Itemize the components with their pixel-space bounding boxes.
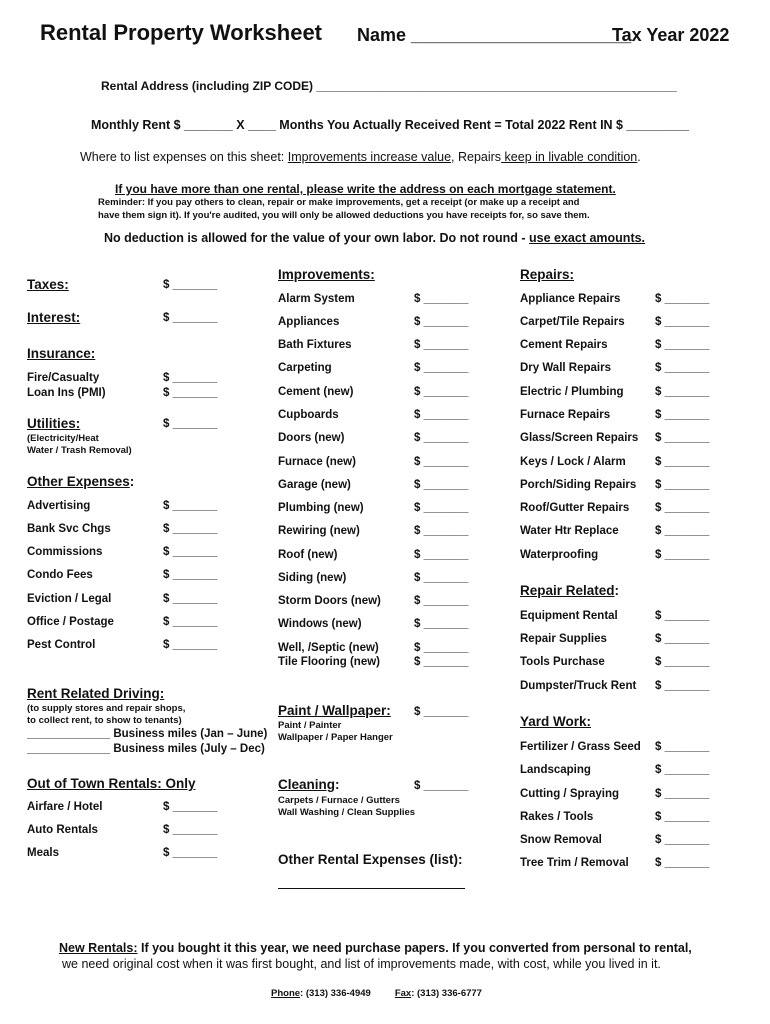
repair-related-heading — [520, 583, 619, 598]
fire-amount[interactable]: $ _______ — [163, 372, 218, 384]
amount-field[interactable]: $ _______ — [655, 811, 710, 823]
interest-amount[interactable]: $ _______ — [163, 312, 218, 324]
list-item: Equipment Rental — [520, 610, 618, 622]
monthly-rent-line[interactable]: Monthly Rent $ _______ X ____ Months You Actually Received Rent = Total 2022 Rent IN $ _________ — [91, 118, 690, 132]
list-item: Carpeting — [278, 362, 332, 374]
amount-field[interactable]: $ _______ — [655, 834, 710, 846]
taxes-heading: Taxes: — [27, 277, 69, 292]
reminder-line-2: have them sign it). If you're audited, you will only be allowed deductions you have receipts for, so save them. — [98, 210, 590, 221]
exact-amounts-text: use exact amounts. — [529, 231, 646, 245]
list-item: Commissions — [27, 546, 103, 558]
where-prefix: Where to list expenses on this sheet: — [80, 150, 288, 164]
list-item: Rewiring (new) — [278, 525, 360, 537]
utilities-sub-2: Water / Trash Removal) — [27, 445, 132, 456]
list-item: Porch/Siding Repairs — [520, 479, 637, 491]
cleaning-heading — [278, 777, 340, 792]
list-item: Airfare / Hotel — [27, 801, 103, 813]
list-item: Landscaping — [520, 764, 591, 776]
amount-field[interactable]: $ _______ — [655, 479, 710, 491]
list-item: Condo Fees — [27, 569, 93, 581]
fax-label: Fax — [394, 988, 412, 999]
amount-field[interactable]: $ _______ — [163, 616, 218, 628]
amount-field[interactable]: $ _______ — [655, 293, 710, 305]
other-expenses-heading — [27, 474, 134, 489]
amount-field[interactable]: $ _______ — [655, 456, 710, 468]
amount-field[interactable]: $ _______ — [414, 409, 469, 421]
loan-ins-label: Loan Ins (PMI) — [27, 387, 106, 399]
amount-field[interactable]: $ _______ — [655, 680, 710, 692]
amount-field[interactable]: $ _______ — [414, 362, 469, 374]
repair-related-colon: : — [614, 583, 620, 598]
amount-field[interactable]: $ _______ — [655, 764, 710, 776]
where-to-list — [80, 150, 641, 164]
driving-heading: Rent Related Driving: — [27, 686, 165, 701]
amount-field[interactable]: $ _______ — [655, 362, 710, 374]
paint-heading: Paint / Wallpaper: — [278, 703, 391, 718]
amount-field[interactable]: $ _______ — [655, 502, 710, 514]
list-item: Repair Supplies — [520, 633, 607, 645]
amount-field[interactable]: $ _______ — [414, 618, 469, 630]
list-item: Tree Trim / Removal — [520, 857, 629, 869]
list-item: Roof (new) — [278, 549, 338, 561]
repairs-heading: Repairs: — [520, 267, 575, 282]
no-deduction-text: No deduction is allowed for the value of your own labor. Do not round - — [104, 231, 530, 245]
new-rentals-text: If you bought it this year, we need purchase papers. If you converted from personal to rental, — [137, 941, 692, 955]
new-rentals-note — [59, 941, 692, 955]
fire-label: Fire/Casualty — [27, 372, 100, 384]
list-item: Furnace (new) — [278, 456, 356, 468]
list-item: Tools Purchase — [520, 656, 605, 668]
list-item: Cement Repairs — [520, 339, 608, 351]
list-item: Eviction / Legal — [27, 593, 112, 605]
amount-field[interactable]: $ _______ — [414, 432, 469, 444]
list-item: Storm Doors (new) — [278, 595, 381, 607]
list-item: Advertising — [27, 500, 91, 512]
list-item: Waterproofing — [520, 549, 599, 561]
list-item: Well, /Septic (new) — [278, 642, 379, 654]
cleaning-sub-2: Wall Washing / Clean Supplies — [278, 807, 416, 818]
amount-field[interactable]: $ _______ — [414, 642, 469, 654]
amount-field[interactable]: $ _______ — [655, 339, 710, 351]
list-item: Bath Fixtures — [278, 339, 352, 351]
list-item: Garage (new) — [278, 479, 351, 491]
amount-field[interactable]: $ _______ — [655, 656, 710, 668]
out-of-town-heading: Out of Town Rentals: Only — [27, 776, 196, 791]
miles-second-half[interactable]: _____________ Business miles (July – Dec) — [27, 743, 265, 755]
repair-related-title: Repair Related — [520, 583, 615, 598]
paint-sub-2: Wallpaper / Paper Hanger — [278, 732, 393, 743]
paint-sub — [278, 720, 393, 744]
where-improvements: Improvements increase value — [287, 150, 452, 164]
improvements-heading: Improvements: — [278, 267, 375, 282]
list-item: Cement (new) — [278, 386, 354, 398]
new-rentals-line-2: we need original cost when it was first bought, and list of improvements made, with cost, while you lived in it. — [62, 957, 661, 971]
yard-work-heading: Yard Work: — [520, 714, 592, 729]
cleaning-colon: : — [335, 777, 340, 792]
list-item: Meals — [27, 847, 59, 859]
amount-field[interactable]: $ _______ — [655, 432, 710, 444]
phone-label: Phone — [271, 988, 301, 999]
list-item: Cutting / Spraying — [520, 788, 620, 800]
list-item: Dumpster/Truck Rent — [520, 680, 637, 692]
paint-amount[interactable]: $ _______ — [414, 706, 469, 718]
amount-field[interactable]: $ _______ — [163, 847, 218, 859]
page-title: Rental Property Worksheet — [40, 20, 323, 45]
other-expenses-colon: : — [129, 474, 135, 489]
amount-field[interactable]: $ _______ — [163, 639, 218, 651]
amount-field[interactable]: $ _______ — [655, 316, 710, 328]
where-period: . — [637, 150, 641, 164]
list-item: Doors (new) — [278, 432, 345, 444]
list-item: Water Htr Replace — [520, 525, 619, 537]
cleaning-sub-1: Carpets / Furnace / Gutters — [278, 795, 400, 806]
multiple-rentals-note: If you have more than one rental, please write the address on each mortgage statement. — [115, 182, 616, 196]
list-item: Siding (new) — [278, 572, 347, 584]
amount-field[interactable]: $ _______ — [414, 502, 469, 514]
amount-field[interactable]: $ _______ — [655, 610, 710, 622]
driving-sub — [27, 703, 185, 727]
taxes-amount[interactable]: $ _______ — [163, 279, 218, 291]
other-expenses-title: Other Expenses — [27, 474, 130, 489]
utilities-amount[interactable]: $ _______ — [163, 418, 218, 430]
amount-field[interactable]: $ _______ — [414, 479, 469, 491]
name-field[interactable]: Name ______________________ — [357, 25, 632, 45]
cleaning-sub — [278, 795, 415, 819]
loan-ins-amount[interactable]: $ _______ — [163, 387, 218, 399]
insurance-heading: Insurance: — [27, 346, 96, 361]
list-item: Bank Svc Chgs — [27, 523, 111, 535]
amount-field[interactable]: $ _______ — [414, 549, 469, 561]
list-item: Carpet/Tile Repairs — [520, 316, 625, 328]
paint-sub-1: Paint / Painter — [278, 720, 342, 731]
amount-field[interactable]: $ _______ — [163, 824, 218, 836]
amount-field[interactable]: $ _______ — [655, 741, 710, 753]
list-item: Appliance Repairs — [520, 293, 621, 305]
list-item: Snow Removal — [520, 834, 602, 846]
interest-heading: Interest: — [27, 310, 81, 325]
list-item: Appliances — [278, 316, 340, 328]
utilities-heading: Utilities: — [27, 416, 81, 431]
contact-line — [271, 988, 482, 999]
amount-field[interactable]: $ _______ — [655, 633, 710, 645]
list-item: Auto Rentals — [27, 824, 98, 836]
utilities-sub — [27, 433, 132, 457]
miles-first-half[interactable]: _____________ Business miles (Jan – June) — [27, 728, 268, 740]
amount-field[interactable]: $ _______ — [655, 857, 710, 869]
amount-field[interactable]: $ _______ — [655, 788, 710, 800]
new-rentals-label: New Rentals: — [59, 941, 138, 955]
amount-field[interactable]: $ _______ — [414, 572, 469, 584]
amount-field[interactable]: $ _______ — [414, 293, 469, 305]
no-deduction-note — [104, 231, 645, 245]
list-item: Keys / Lock / Alarm — [520, 456, 626, 468]
driving-sub-1: (to supply stores and repair shops, — [27, 703, 186, 714]
where-comma: , Repairs — [451, 150, 502, 164]
amount-field[interactable]: $ _______ — [163, 593, 218, 605]
list-item: Tile Flooring (new) — [278, 656, 381, 668]
amount-field[interactable]: $ _______ — [655, 409, 710, 421]
cleaning-title: Cleaning — [278, 777, 336, 792]
list-item: Glass/Screen Repairs — [520, 432, 639, 444]
amount-field[interactable]: $ _______ — [414, 456, 469, 468]
list-item: Electric / Plumbing — [520, 386, 624, 398]
list-item: Office / Postage — [27, 616, 114, 628]
list-item: Roof/Gutter Repairs — [520, 502, 630, 514]
amount-field[interactable]: $ _______ — [163, 801, 218, 813]
list-item: Rakes / Tools — [520, 811, 594, 823]
reminder-note — [98, 196, 590, 222]
list-item: Windows (new) — [278, 618, 362, 630]
other-rental-heading: Other Rental Expenses (list): — [278, 852, 463, 867]
reminder-line-1: Reminder: If you pay others to clean, repair or make improvements, get a receipt (or make up a receipt and — [98, 197, 580, 208]
list-item: Alarm System — [278, 293, 355, 305]
tax-year: Tax Year 2022 — [612, 25, 730, 45]
amount-field[interactable]: $ _______ — [414, 316, 469, 328]
fax-number: : (313) 336-6777 — [411, 988, 482, 999]
amount-field[interactable]: $ _______ — [655, 525, 710, 537]
amount-field[interactable]: $ _______ — [414, 595, 469, 607]
utilities-sub-1: (Electricity/Heat — [27, 433, 99, 444]
cleaning-amount[interactable]: $ _______ — [414, 780, 469, 792]
amount-field[interactable]: $ _______ — [163, 500, 218, 512]
list-item: Cupboards — [278, 409, 339, 421]
amount-field[interactable]: $ _______ — [163, 523, 218, 535]
amount-field[interactable]: $ _______ — [655, 386, 710, 398]
phone-number: : (313) 336-4949 — [300, 988, 371, 999]
list-item: Furnace Repairs — [520, 409, 611, 421]
amount-field[interactable]: $ _______ — [655, 549, 710, 561]
amount-field[interactable]: $ _______ — [163, 569, 218, 581]
list-item: Fertilizer / Grass Seed — [520, 741, 641, 753]
amount-field[interactable]: $ _______ — [414, 656, 469, 668]
amount-field[interactable]: $ _______ — [414, 386, 469, 398]
rental-address-field[interactable]: Rental Address (including ZIP CODE) ______________________________________________________ — [101, 79, 677, 93]
amount-field[interactable]: $ _______ — [163, 546, 218, 558]
list-item: Plumbing (new) — [278, 502, 364, 514]
list-item: Dry Wall Repairs — [520, 362, 611, 374]
other-rental-line[interactable] — [278, 888, 465, 889]
list-item: Pest Control — [27, 639, 96, 651]
amount-field[interactable]: $ _______ — [414, 339, 469, 351]
amount-field[interactable]: $ _______ — [414, 525, 469, 537]
driving-sub-2: to collect rent, to show to tenants) — [27, 715, 182, 726]
where-repairs: keep in livable condition — [501, 150, 638, 164]
